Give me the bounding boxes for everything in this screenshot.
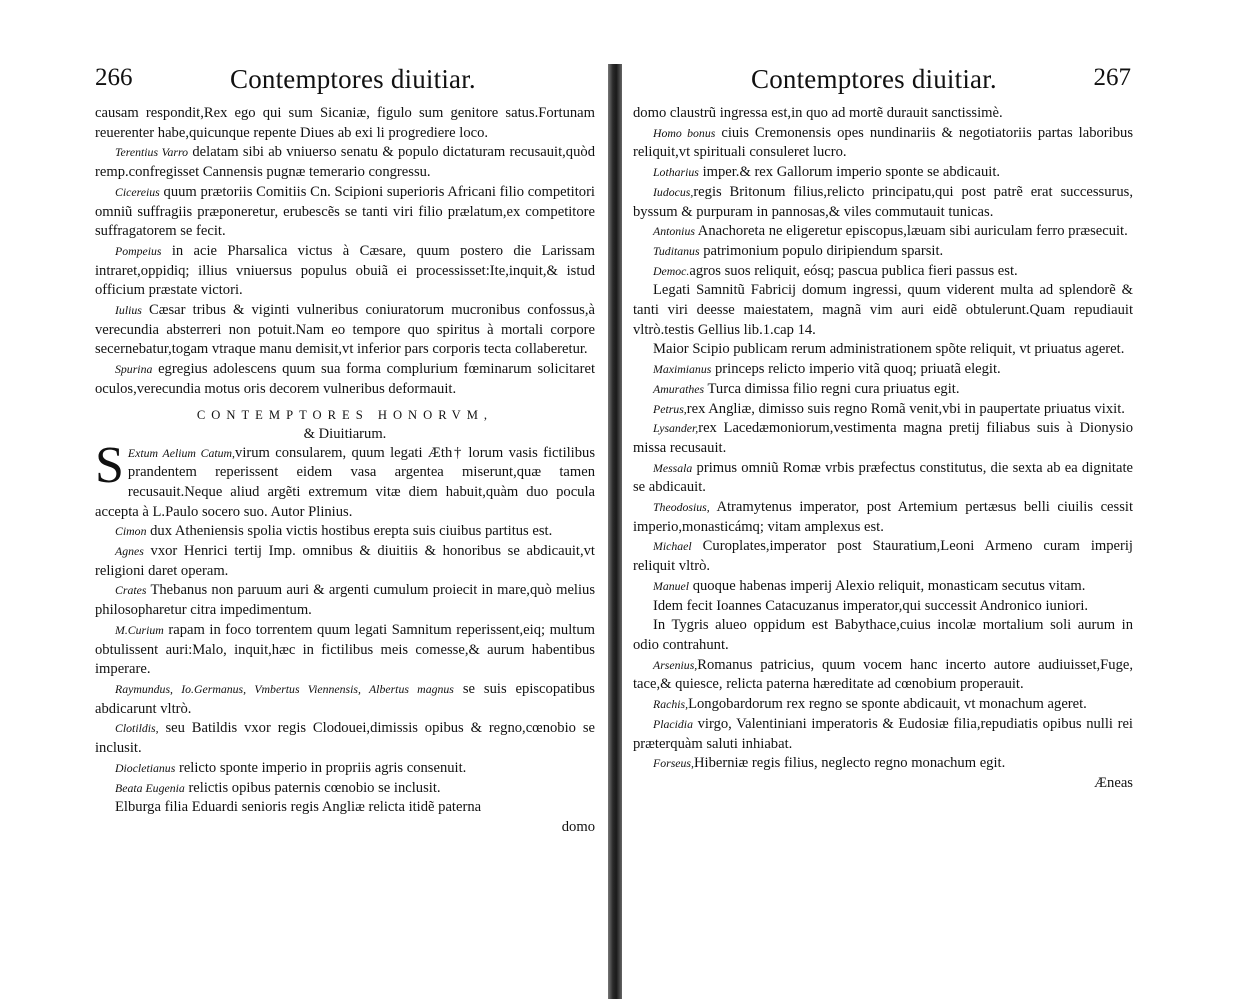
- paragraph: Michael Curoplates,imperator post Stauratium,Leoni Armeno curam imperij reliquit vltrò.: [633, 538, 1133, 575]
- paragraph: Beata Eugenia relictis opibus paternis cœnobio se inclusit.: [115, 779, 441, 796]
- left-running-title: Contemptores diuitiar.: [230, 64, 476, 94]
- person-name: Petrus,: [653, 401, 687, 416]
- person-name: Amurathes: [653, 381, 705, 396]
- person-name: Michael: [653, 539, 692, 554]
- catchword: Æneas: [1094, 774, 1133, 791]
- paragraph: Messala primus omniũ Romæ vrbis præfectus constitutus, die sexta ab ea dignitate se abdicauit.: [633, 459, 1134, 496]
- paragraph: Legati Samnitũ Fabricij domum ingressi, quum viderent multa ad splendorẽ & tanti viri deesse maiestatem, magnã vim auri eidẽ obtulerunt.Quam repudiauit vltrò.testis Gellius lib.1.cap 14.: [633, 282, 1133, 338]
- paragraph: Iulius Cæsar tribus & viginti vulneribus coniuratorum mucronibus confossus,à verecundia absterreri non potuit.Nam eo tempore quo spiritus à mortali corpore secernebatur,togam vtraque manu demisit,vt inferior pars corporis tecta collaberetur.: [95, 302, 595, 358]
- paragraph: Lysander,rex Lacedæmoniorum,vestimenta magna pretij filiabus suis à Dionysio missa recusauit.: [633, 420, 1133, 456]
- left-page-body: [95, 104, 595, 837]
- person-name: Tuditanus: [653, 243, 700, 258]
- person-name: Rachis,: [653, 697, 689, 712]
- person-name: Antonius: [653, 224, 695, 239]
- person-name: Clotildis,: [115, 721, 159, 736]
- person-name: M.Curium: [115, 622, 164, 637]
- person-name: Raymundus, Io.Germanus, Vmbertus Viennensis, Albertus magnus: [115, 681, 454, 696]
- paragraph: causam respondit,Rex ego qui sum Sicaniæ, figulo sum genitore satus.Fortunam reuerenter habe,quicunque repente Diues ab exi li progrediere loco.: [95, 105, 595, 141]
- opening-paragraph: S Extum Aelium Catum,virum consularem, quum legati Æth† lorum vasis fictilibus prandentem reperissent eidem vasa argentea miserunt,quæ tamen recusauit.Neque aliud argẽti extremum vitæ diem habuit,quàm duo pocula accepta à L.Paulo socero suo. Autor Plinius.: [95, 436, 595, 520]
- person-name: Pompeius: [115, 243, 162, 258]
- paragraph: In Tygris alueo oppidum est Babythace,cuius incolæ mortalium soli aurum in odio contrahunt.: [633, 617, 1133, 653]
- person-name: Homo bonus: [653, 125, 716, 140]
- person-name: Messala: [653, 460, 693, 475]
- right-page: [633, 62, 1133, 793]
- paragraph: Cicereius quum prætoriis Comitiis Cn. Scipioni superioris Africani filio competitori omniũ suffragiis præponeretur, erubescẽs se tanti viri filio prælatum,ex competitore suffragatorem se fecit.: [95, 183, 595, 240]
- paragraph: Petrus,rex Angliæ, dimisso suis regno Romã venit,vbi in paupertate priuatus vixit.: [653, 400, 1125, 417]
- left-page-header: [95, 62, 595, 102]
- person-name: Democ.: [653, 263, 690, 278]
- person-name: Iulius: [115, 303, 142, 318]
- paragraph: Spurina egregius adolescens quum sua forma complurium fœminarum solicitaret oculos,verecundia motus oris decorem vulneribus deformauit.: [95, 361, 595, 397]
- person-name: Beata Eugenia: [115, 780, 185, 795]
- paragraph: Diocletianus relicto sponte imperio in propriis agris consenuit.: [115, 759, 467, 776]
- person-name: Cimon: [115, 524, 147, 539]
- person-name: Diocletianus: [115, 760, 176, 775]
- paragraph: Maior Scipio publicam rerum administrationem spõte reliquit, vt priuatus ageret.: [653, 341, 1125, 358]
- person-name: Maximianus: [653, 362, 712, 377]
- paragraph: Tuditanus patrimonium populo diripiendum sparsit.: [653, 242, 944, 259]
- person-name: Lotharius: [653, 165, 699, 180]
- paragraph: Homo bonus ciuis Cremonensis opes nundinariis & negotiatoriis partas laboribus reliquit,vt spirituali consuleret lucro.: [633, 124, 1133, 161]
- paragraph: Terentius Varro delatam sibi ab vniuerso senatu & populo dictaturam recusauit,quòd remp.confregisset Cannensis pugnæ temerario congressu.: [95, 144, 595, 181]
- paragraph: Theodosius, Atramytenus imperator, post Artemium pertæsus belli ciuilis cessit imperio,monasticámq; vitam amplexus est.: [633, 499, 1133, 535]
- paragraph: Iudocus,regis Britonum filius,relicto principatu,qui post patrẽ erat successurus, byssum & purpuram in pannosas,& viles commutauit tunicas.: [633, 183, 1133, 220]
- section-heading: CONTEMPTORES HONORVM,: [196, 407, 494, 422]
- left-page-number: 266: [95, 64, 133, 91]
- paragraph: Elburga filia Eduardi senioris regis Angliæ relicta itidẽ paterna: [115, 799, 482, 816]
- paragraph: Rachis,Longobardorum rex regno se sponte abdicauit, vt monachum ageret.: [653, 696, 1087, 713]
- person-name: Iudocus,: [653, 184, 694, 199]
- left-page: [95, 62, 595, 837]
- paragraph: Placidia virgo, Valentiniani imperatoris & Eudosiæ filia,repudiatis opibus nulli rei præterquàm saluti inhiabat.: [633, 715, 1133, 752]
- paragraph: Arsenius,Romanus patricius, quum vocem hanc incerto autore audiuisset,Fuge, tace,& quiesce, relicta paterna hæreditate ad cœnobium properauit.: [633, 656, 1133, 693]
- person-name: Manuel: [653, 578, 690, 593]
- person-name: Cicereius: [115, 184, 160, 199]
- paragraph: Forseus,Hiberniæ regis filius, neglecto regno monachum egit.: [653, 755, 1006, 772]
- paragraph: Raymundus, Io.Germanus, Vmbertus Viennensis, Albertus magnus se suis episcopatibus abdicarunt vltrò.: [95, 680, 595, 717]
- continuation-line: domo claustrũ ingressa est,in quo ad mortẽ durauit sanctissimè.: [633, 105, 1003, 121]
- paragraph: M.Curium rapam in foco torrentem quum legati Samnitum reperissent,eiq; multum obtulissent auri:Malo, inquit,hæc in fictilibus meis comesse,& aurum habentibus imperare.: [95, 621, 595, 678]
- book-gutter: [608, 64, 622, 999]
- paragraph: Agnes vxor Henrici tertij Imp. omnibus & diuitiis & honoribus se abdicauit,vt religioni daret operam.: [95, 543, 595, 579]
- paragraph: Cimon dux Atheniensis spolia victis hostibus erepta suis ciuibus partitus est.: [115, 523, 553, 540]
- person-name: Crates: [115, 583, 147, 598]
- paragraph: Idem fecit Ioannes Catacuzanus imperator,qui successit Andronico iuniori.: [653, 597, 1089, 614]
- paragraph: Antonius Anachoreta ne eligeretur episcopus,læuam sibi auriculam ferro præsecuit.: [653, 223, 1128, 240]
- person-name: Forseus,: [653, 756, 694, 771]
- person-name: Terentius Varro: [115, 145, 189, 160]
- paragraph: Democ.agros suos reliquit, eósq; pascua publica fieri passus est.: [653, 262, 1018, 279]
- right-page-body: [633, 104, 1133, 793]
- paragraph: Clotildis, seu Batildis vxor regis Clodouei,dimissis opibus & regno,cœnobio se inclusit.: [95, 720, 595, 757]
- person-name: Spurina: [115, 362, 153, 377]
- paragraph: Lotharius imper.& rex Gallorum imperio sponte se abdicauit.: [653, 164, 1001, 181]
- person-name: Extum Aelium Catum,: [127, 445, 236, 460]
- paragraph: Crates Thebanus non paruum auri & argenti cumulum proiecit in mare,quò melius philosopharetur citra impedimentum.: [95, 582, 596, 619]
- paragraph: Amurathes Turca dimissa filio regni cura priuatus egit.: [653, 380, 960, 397]
- paragraph: Maximianus princeps relicto imperio vitã quoq; priuatã elegit.: [653, 361, 1001, 378]
- person-name: Lysander,: [653, 421, 699, 436]
- person-name: Theodosius,: [653, 500, 710, 515]
- right-page-number: 267: [1093, 64, 1131, 91]
- section-subheading: & Diuitiarum.: [303, 425, 387, 442]
- drop-cap: S: [95, 436, 124, 494]
- paragraph: Pompeius in acie Pharsalica victus à Cæsare, quum postero die Larissam intraret,oppidiq; illius vniuersus populus obuiã ei processisset:Ite,inquit,& istud officium præstate victori.: [95, 242, 595, 299]
- paragraph: Manuel quoque habenas imperij Alexio reliquit, monasticam secutus vitam.: [653, 577, 1086, 594]
- person-name: Placidia: [653, 716, 693, 731]
- right-running-title: Contemptores diuitiar.: [751, 64, 997, 94]
- person-name: Agnes: [115, 544, 144, 559]
- catchword: domo: [561, 818, 595, 835]
- person-name: Arsenius,: [653, 657, 698, 672]
- right-page-header: [633, 62, 1133, 102]
